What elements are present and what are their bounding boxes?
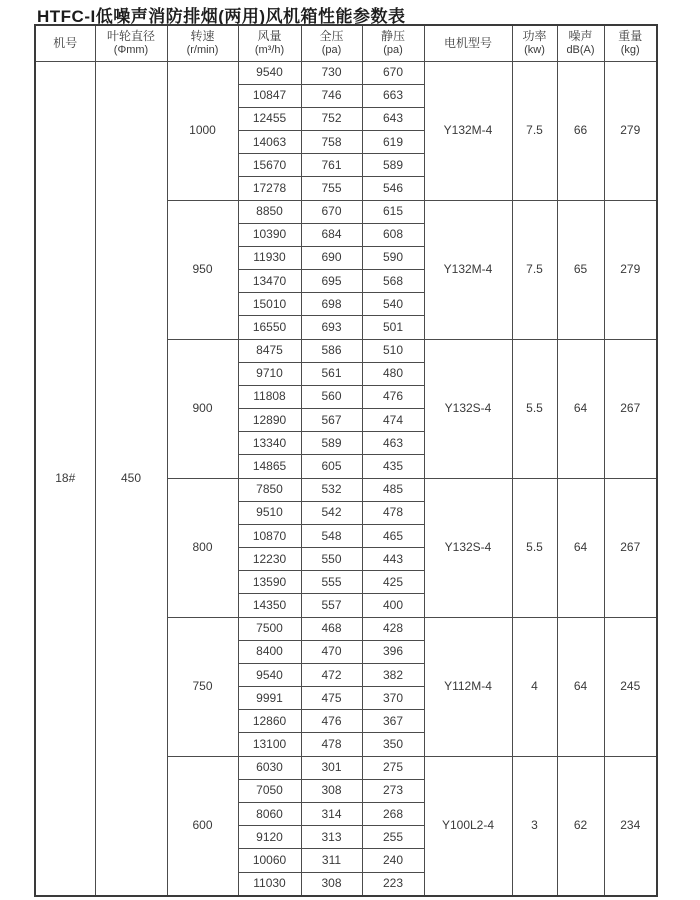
col-header-machine-no: 机号 [35, 25, 95, 61]
total-pressure-cell: 301 [301, 756, 362, 779]
static-pressure-cell: 663 [362, 84, 424, 107]
total-pressure-cell: 311 [301, 849, 362, 872]
total-pressure-cell: 557 [301, 594, 362, 617]
static-pressure-cell: 501 [362, 316, 424, 339]
static-pressure-cell: 223 [362, 872, 424, 896]
static-pressure-cell: 370 [362, 687, 424, 710]
flow-cell: 8850 [238, 200, 301, 223]
static-pressure-cell: 643 [362, 107, 424, 130]
col-header-static-pressure: 静压 (pa) [362, 25, 424, 61]
flow-cell: 13470 [238, 270, 301, 293]
flow-cell: 8060 [238, 803, 301, 826]
power-cell: 5.5 [512, 339, 557, 478]
flow-cell: 9540 [238, 61, 301, 84]
total-pressure-cell: 695 [301, 270, 362, 293]
col-header-noise: 噪声 dB(A) [557, 25, 604, 61]
static-pressure-cell: 480 [362, 362, 424, 385]
flow-cell: 7050 [238, 779, 301, 802]
noise-cell: 65 [557, 200, 604, 339]
impeller-diameter-cell: 450 [95, 61, 167, 896]
speed-cell: 950 [167, 200, 238, 339]
flow-cell: 8475 [238, 339, 301, 362]
total-pressure-cell: 761 [301, 154, 362, 177]
weight-cell: 267 [604, 478, 657, 617]
total-pressure-cell: 468 [301, 617, 362, 640]
total-pressure-cell: 470 [301, 640, 362, 663]
table-row [35, 61, 657, 84]
static-pressure-cell: 608 [362, 223, 424, 246]
machine-no-cell: 18# [35, 61, 95, 896]
static-pressure-cell: 268 [362, 803, 424, 826]
flow-cell: 12455 [238, 107, 301, 130]
total-pressure-cell: 693 [301, 316, 362, 339]
col-header-motor-model: 电机型号 [424, 25, 512, 61]
total-pressure-cell: 550 [301, 548, 362, 571]
flow-cell: 9120 [238, 826, 301, 849]
static-pressure-cell: 474 [362, 409, 424, 432]
total-pressure-cell: 476 [301, 710, 362, 733]
weight-cell: 245 [604, 617, 657, 756]
flow-cell: 10390 [238, 223, 301, 246]
total-pressure-cell: 313 [301, 826, 362, 849]
flow-cell: 13340 [238, 432, 301, 455]
flow-cell: 10870 [238, 524, 301, 547]
motor-model-cell: Y112M-4 [424, 617, 512, 756]
flow-cell: 14350 [238, 594, 301, 617]
total-pressure-cell: 475 [301, 687, 362, 710]
static-pressure-cell: 546 [362, 177, 424, 200]
flow-cell: 9710 [238, 362, 301, 385]
flow-cell: 15670 [238, 154, 301, 177]
motor-model-cell: Y100L2-4 [424, 756, 512, 896]
flow-cell: 11030 [238, 872, 301, 896]
static-pressure-cell: 590 [362, 246, 424, 269]
power-cell: 5.5 [512, 478, 557, 617]
power-cell: 3 [512, 756, 557, 896]
flow-cell: 9991 [238, 687, 301, 710]
static-pressure-cell: 367 [362, 710, 424, 733]
col-header-power: 功率 (kw) [512, 25, 557, 61]
static-pressure-cell: 670 [362, 61, 424, 84]
header-row [35, 25, 657, 61]
total-pressure-cell: 555 [301, 571, 362, 594]
performance-table [34, 24, 658, 897]
total-pressure-cell: 548 [301, 524, 362, 547]
static-pressure-cell: 382 [362, 663, 424, 686]
power-cell: 7.5 [512, 61, 557, 200]
flow-cell: 12230 [238, 548, 301, 571]
static-pressure-cell: 463 [362, 432, 424, 455]
flow-cell: 10847 [238, 84, 301, 107]
noise-cell: 64 [557, 617, 604, 756]
static-pressure-cell: 589 [362, 154, 424, 177]
static-pressure-cell: 240 [362, 849, 424, 872]
total-pressure-cell: 684 [301, 223, 362, 246]
flow-cell: 10060 [238, 849, 301, 872]
static-pressure-cell: 540 [362, 293, 424, 316]
noise-cell: 62 [557, 756, 604, 896]
speed-cell: 900 [167, 339, 238, 478]
total-pressure-cell: 561 [301, 362, 362, 385]
speed-cell: 1000 [167, 61, 238, 200]
noise-cell: 66 [557, 61, 604, 200]
flow-cell: 13100 [238, 733, 301, 756]
noise-cell: 64 [557, 478, 604, 617]
static-pressure-cell: 255 [362, 826, 424, 849]
flow-cell: 6030 [238, 756, 301, 779]
flow-cell: 14063 [238, 131, 301, 154]
static-pressure-cell: 350 [362, 733, 424, 756]
motor-model-cell: Y132S-4 [424, 339, 512, 478]
static-pressure-cell: 485 [362, 478, 424, 501]
motor-model-cell: Y132M-4 [424, 61, 512, 200]
col-header-flow: 风量 (m³/h) [238, 25, 301, 61]
weight-cell: 279 [604, 200, 657, 339]
total-pressure-cell: 478 [301, 733, 362, 756]
total-pressure-cell: 560 [301, 385, 362, 408]
static-pressure-cell: 478 [362, 501, 424, 524]
flow-cell: 8400 [238, 640, 301, 663]
flow-cell: 9510 [238, 501, 301, 524]
col-header-total-pressure: 全压 (pa) [301, 25, 362, 61]
speed-cell: 800 [167, 478, 238, 617]
motor-model-cell: Y132M-4 [424, 200, 512, 339]
total-pressure-cell: 690 [301, 246, 362, 269]
total-pressure-cell: 314 [301, 803, 362, 826]
total-pressure-cell: 308 [301, 779, 362, 802]
speed-cell: 750 [167, 617, 238, 756]
col-header-impeller-diameter: 叶轮直径 (Φmm) [95, 25, 167, 61]
total-pressure-cell: 755 [301, 177, 362, 200]
total-pressure-cell: 752 [301, 107, 362, 130]
total-pressure-cell: 567 [301, 409, 362, 432]
power-cell: 7.5 [512, 200, 557, 339]
static-pressure-cell: 273 [362, 779, 424, 802]
noise-cell: 64 [557, 339, 604, 478]
flow-cell: 7500 [238, 617, 301, 640]
static-pressure-cell: 476 [362, 385, 424, 408]
flow-cell: 11930 [238, 246, 301, 269]
static-pressure-cell: 615 [362, 200, 424, 223]
static-pressure-cell: 510 [362, 339, 424, 362]
flow-cell: 7850 [238, 478, 301, 501]
flow-cell: 9540 [238, 663, 301, 686]
total-pressure-cell: 586 [301, 339, 362, 362]
static-pressure-cell: 619 [362, 131, 424, 154]
total-pressure-cell: 532 [301, 478, 362, 501]
col-header-weight: 重量 (kg) [604, 25, 657, 61]
total-pressure-cell: 472 [301, 663, 362, 686]
static-pressure-cell: 275 [362, 756, 424, 779]
power-cell: 4 [512, 617, 557, 756]
static-pressure-cell: 396 [362, 640, 424, 663]
total-pressure-cell: 670 [301, 200, 362, 223]
weight-cell: 279 [604, 61, 657, 200]
static-pressure-cell: 435 [362, 455, 424, 478]
weight-cell: 234 [604, 756, 657, 896]
flow-cell: 17278 [238, 177, 301, 200]
static-pressure-cell: 465 [362, 524, 424, 547]
flow-cell: 16550 [238, 316, 301, 339]
total-pressure-cell: 758 [301, 131, 362, 154]
flow-cell: 12860 [238, 710, 301, 733]
weight-cell: 267 [604, 339, 657, 478]
total-pressure-cell: 589 [301, 432, 362, 455]
total-pressure-cell: 542 [301, 501, 362, 524]
total-pressure-cell: 698 [301, 293, 362, 316]
flow-cell: 11808 [238, 385, 301, 408]
static-pressure-cell: 425 [362, 571, 424, 594]
total-pressure-cell: 605 [301, 455, 362, 478]
flow-cell: 12890 [238, 409, 301, 432]
flow-cell: 13590 [238, 571, 301, 594]
total-pressure-cell: 746 [301, 84, 362, 107]
static-pressure-cell: 568 [362, 270, 424, 293]
flow-cell: 14865 [238, 455, 301, 478]
total-pressure-cell: 730 [301, 61, 362, 84]
page-title: HTFC-I低噪声消防排烟(两用)风机箱性能参数表 [37, 7, 406, 26]
static-pressure-cell: 400 [362, 594, 424, 617]
col-header-speed: 转速 (r/min) [167, 25, 238, 61]
motor-model-cell: Y132S-4 [424, 478, 512, 617]
flow-cell: 15010 [238, 293, 301, 316]
static-pressure-cell: 428 [362, 617, 424, 640]
static-pressure-cell: 443 [362, 548, 424, 571]
speed-cell: 600 [167, 756, 238, 896]
total-pressure-cell: 308 [301, 872, 362, 896]
